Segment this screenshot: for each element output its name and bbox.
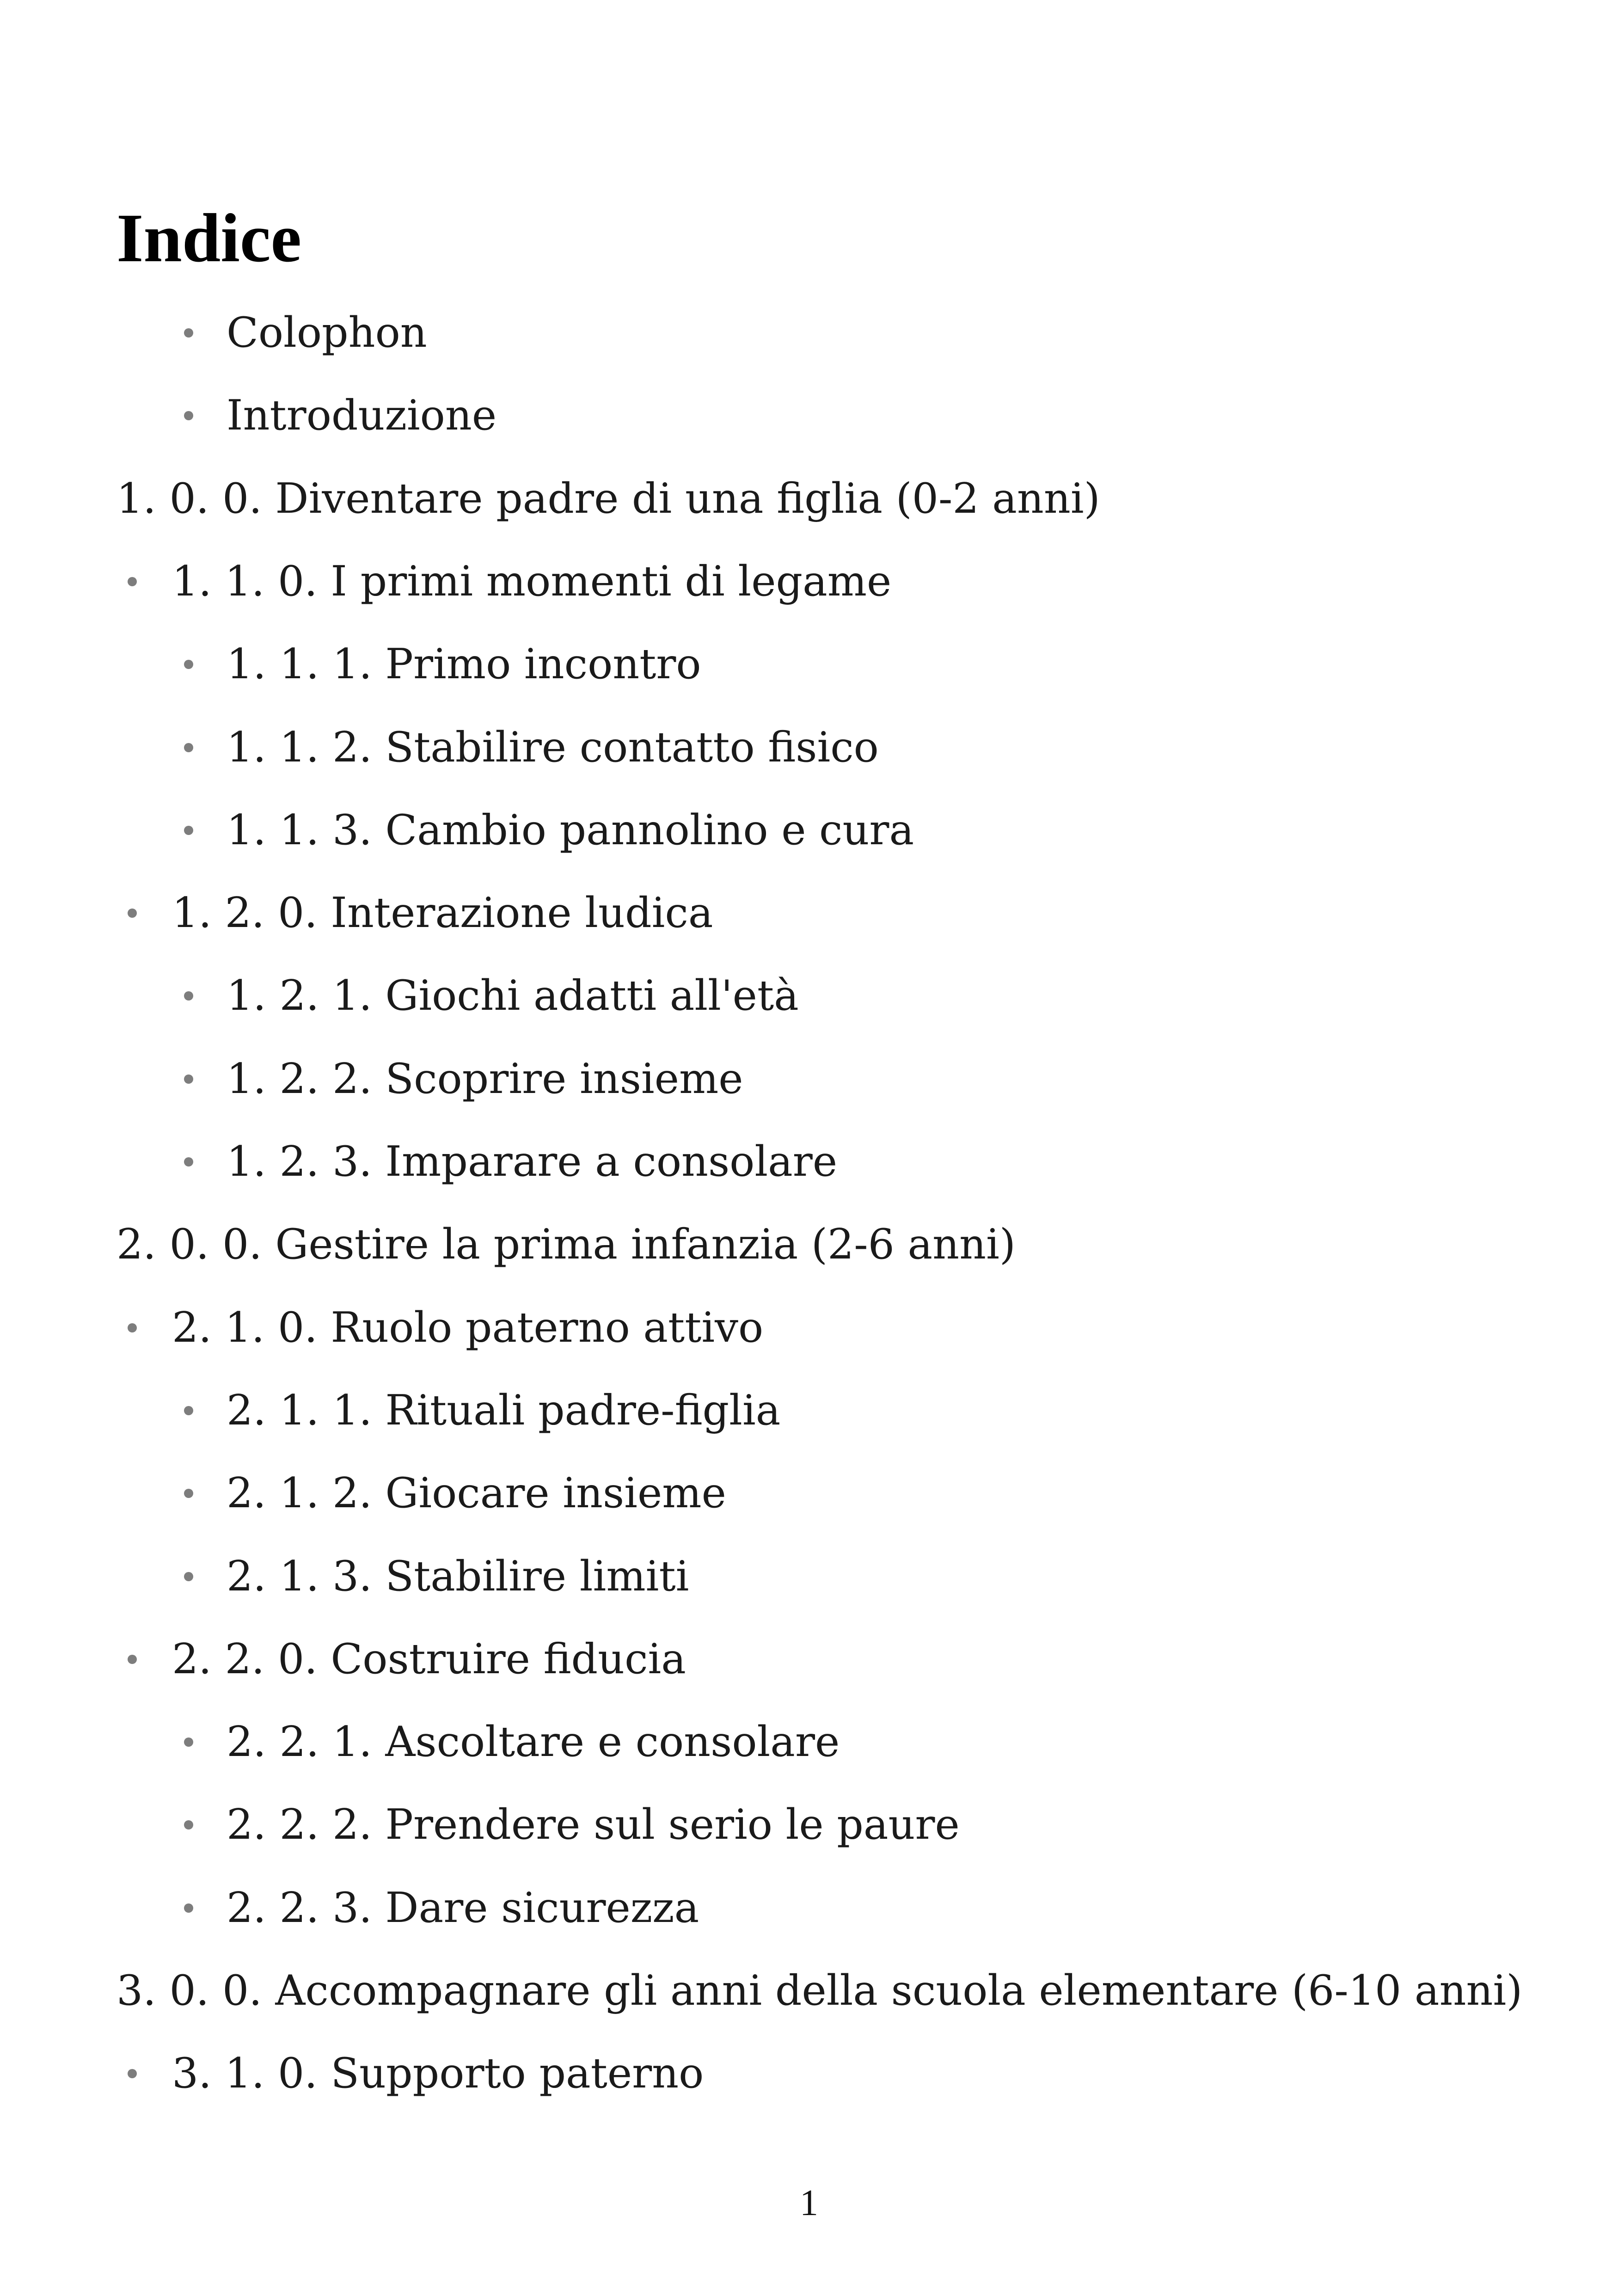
toc-entry[interactable]: [0, 1963, 1618, 2019]
bullet-icon: [184, 826, 193, 835]
toc-entry[interactable]: [0, 1466, 1618, 1521]
bullet-icon: [184, 991, 193, 1001]
toc-entry-label: 3. 1. 0. Supporto paterno: [172, 2049, 704, 2098]
toc-entry-label: 2. 1. 1. Rituali padre-figlia: [227, 1386, 781, 1435]
bullet-icon: [128, 1655, 137, 1664]
bullet-icon: [184, 1820, 193, 1829]
bullet-icon: [184, 743, 193, 752]
toc-entry[interactable]: [0, 2046, 1618, 2101]
bullet-icon: [128, 909, 137, 918]
toc-entry[interactable]: [0, 388, 1618, 443]
toc-entry[interactable]: [0, 1217, 1618, 1272]
toc-entry-label: 2. 1. 2. Giocare insieme: [227, 1469, 726, 1517]
toc-entry-label: 2. 2. 0. Costruire fiducia: [172, 1635, 686, 1683]
toc-entry-label: 1. 1. 2. Stabilire contatto fisico: [227, 723, 879, 772]
bullet-icon: [184, 1157, 193, 1166]
toc-entry-label: Colophon: [227, 308, 427, 357]
toc-entry[interactable]: [0, 803, 1618, 858]
toc-entry[interactable]: [0, 885, 1618, 941]
toc-entry[interactable]: [0, 720, 1618, 775]
bullet-icon: [184, 411, 193, 420]
toc-entry-label: 2. 2. 3. Dare sicurezza: [227, 1884, 699, 1932]
toc-entry-label: 2. 2. 2. Prendere sul serio le paure: [227, 1800, 960, 1849]
toc-entry[interactable]: [0, 305, 1618, 361]
toc-entry-label: 2. 2. 1. Ascoltare e consolare: [227, 1718, 840, 1766]
bullet-icon: [184, 1572, 193, 1581]
toc-entry[interactable]: [0, 1549, 1618, 1604]
bullet-icon: [184, 328, 193, 338]
bullet-icon: [184, 1489, 193, 1498]
toc-entry[interactable]: [0, 1300, 1618, 1356]
toc-entry-label: 1. 2. 0. Interazione ludica: [172, 889, 713, 937]
toc-entry[interactable]: [0, 471, 1618, 527]
toc-entry-label: 2. 1. 0. Ruolo paterno attivo: [172, 1303, 764, 1352]
toc-entry-label: 2. 1. 3. Stabilire limiti: [227, 1552, 689, 1601]
toc-entry[interactable]: [0, 1797, 1618, 1853]
page-number: 1: [800, 2183, 818, 2223]
toc-entry[interactable]: [0, 1051, 1618, 1107]
toc-entry-label: 1. 2. 2. Scoprire insieme: [227, 1055, 743, 1103]
toc-entry-label: 1. 2. 1. Giochi adatti all'età: [227, 971, 799, 1020]
toc-entry[interactable]: [0, 554, 1618, 609]
toc-entry-label: 2. 0. 0. Gestire la prima infanzia (2-6 anni): [116, 1220, 1016, 1269]
bullet-icon: [184, 1406, 193, 1415]
toc-entry-label: 1. 1. 3. Cambio pannolino e cura: [227, 806, 914, 854]
toc-entry[interactable]: [0, 968, 1618, 1024]
bullet-icon: [128, 577, 137, 586]
toc-entry[interactable]: [0, 637, 1618, 692]
toc-entry-label: 1. 0. 0. Diventare padre di una figlia (0-2 anni): [116, 474, 1100, 523]
toc-entry[interactable]: [0, 1632, 1618, 1687]
toc-entry[interactable]: [0, 1134, 1618, 1190]
toc-entry-label: Introduzione: [227, 391, 497, 440]
bullet-icon: [184, 660, 193, 669]
bullet-icon: [128, 1323, 137, 1332]
toc-entry[interactable]: [0, 1880, 1618, 1936]
bullet-icon: [184, 1737, 193, 1747]
toc-entry-label: 1. 1. 1. Primo incontro: [227, 640, 701, 688]
toc-heading: Indice: [116, 200, 302, 276]
bullet-icon: [184, 1074, 193, 1084]
toc-entry[interactable]: [0, 1714, 1618, 1770]
toc-entry-label: 3. 0. 0. Accompagnare gli anni della scuola elementare (6-10 anni): [116, 1966, 1523, 2015]
toc-entry-label: 1. 2. 3. Imparare a consolare: [227, 1137, 838, 1186]
bullet-icon: [128, 2069, 137, 2078]
bullet-icon: [184, 1903, 193, 1913]
toc-entry-label: 1. 1. 0. I primi momenti di legame: [172, 557, 892, 606]
toc-entry[interactable]: [0, 1383, 1618, 1438]
